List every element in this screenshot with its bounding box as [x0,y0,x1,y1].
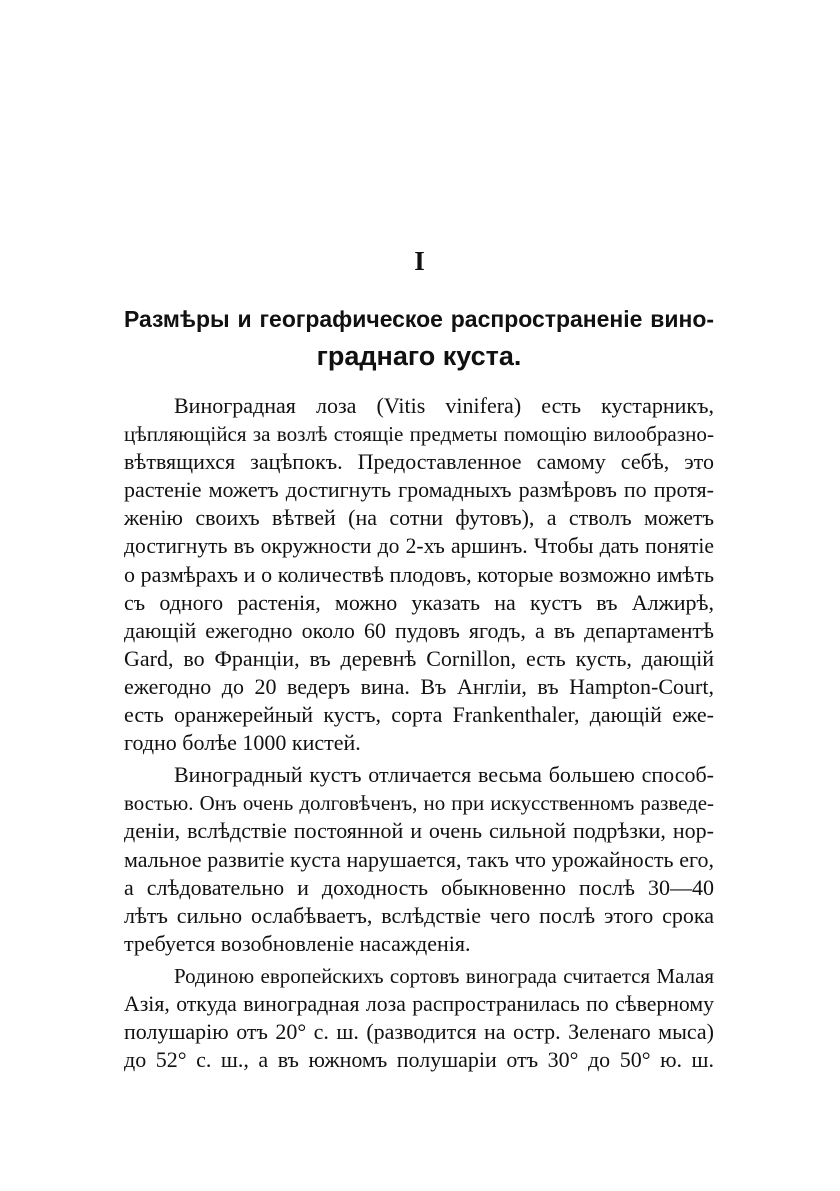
chapter-title-line-1: Размѣры и географическое распространеніе вино- [124,306,714,332]
text-line: годно болѣе 1000 кистей. [124,730,361,756]
text-line: деніи, вслѣдствіе постоянной и очень сильной подрѣзки, нор- [124,818,714,844]
text-line: есть оранжерейный кустъ, сорта Frankenthaler, дающій еже- [124,702,714,728]
text-line: до 52° с. ш., а въ южномъ полушаріи отъ 30° до 50° ю. ш. [124,1047,714,1073]
text-line: лѣтъ сильно ослабѣваетъ, вслѣдствіе чего послѣ этого срока [124,902,714,928]
text-line: дающій ежегодно около 60 пудовъ ягодъ, а въ департаментѣ [124,617,714,643]
text-line: Виноградная лоза (Vitis vinifera) есть кустарникъ, [174,393,714,418]
text-line: Gard, во Франціи, въ деревнѣ Cornillon, есть кусть, дающій [124,645,714,671]
body-text [124,392,714,1074]
chapter-numeral: I [414,246,426,276]
text-line: востью. Онъ очень долговѣченъ, но при искусственномъ разведе- [124,791,714,816]
text-line: женію своихъ вѣтвей (на сотни футовъ), а стволъ можетъ [124,505,714,531]
text-line: Родиною европейскихъ сортовъ винограда считается Малая [174,963,714,988]
text-line: требуется возобновленіе насажденія. [124,930,471,956]
text-line: Виноградный кустъ отличается весьма большею способ- [174,762,714,788]
paragraph-2 [124,761,714,958]
text-line: достигнуть въ окружности до 2-хъ аршинъ. Чтобы дать понятіе [124,534,714,559]
paragraph-3 [124,962,714,1074]
text-line: полушарію отъ 20° с. ш. (разводится на остр. Зеленаго мыса) [124,1019,714,1045]
text-line: растеніе можетъ достигнуть громадныхъ размѣровъ по протя- [124,477,714,503]
text-line: мальное развитіе куста нарушается, такъ что урожайность его, [124,846,714,872]
paragraph-1 [124,392,714,757]
text-line: съ одного растенія, можно указать на кустъ въ Алжирѣ, [124,589,714,615]
chapter-title-line-2: граднаго куста. [316,341,522,371]
text-line: вѣтвящихся зацѣпокъ. Предоставленное самому себѣ, это [124,449,714,475]
text-line: Азія, откуда виноградная лоза распространилась по сѣверному [124,991,714,1016]
text-line: ежегодно до 20 ведеръ вина. Въ Англіи, въ Hampton-Court, [124,673,714,699]
text-line: а слѣдовательно и доходность обыкновенно послѣ 30—40 [124,874,714,900]
text-line: о размѣрахъ и о количествѣ плодовъ, которые возможно имѣть [124,561,714,587]
text-line: цѣпляющійся за возлѣ стоящіе предметы помощію вилообразно- [124,422,714,447]
